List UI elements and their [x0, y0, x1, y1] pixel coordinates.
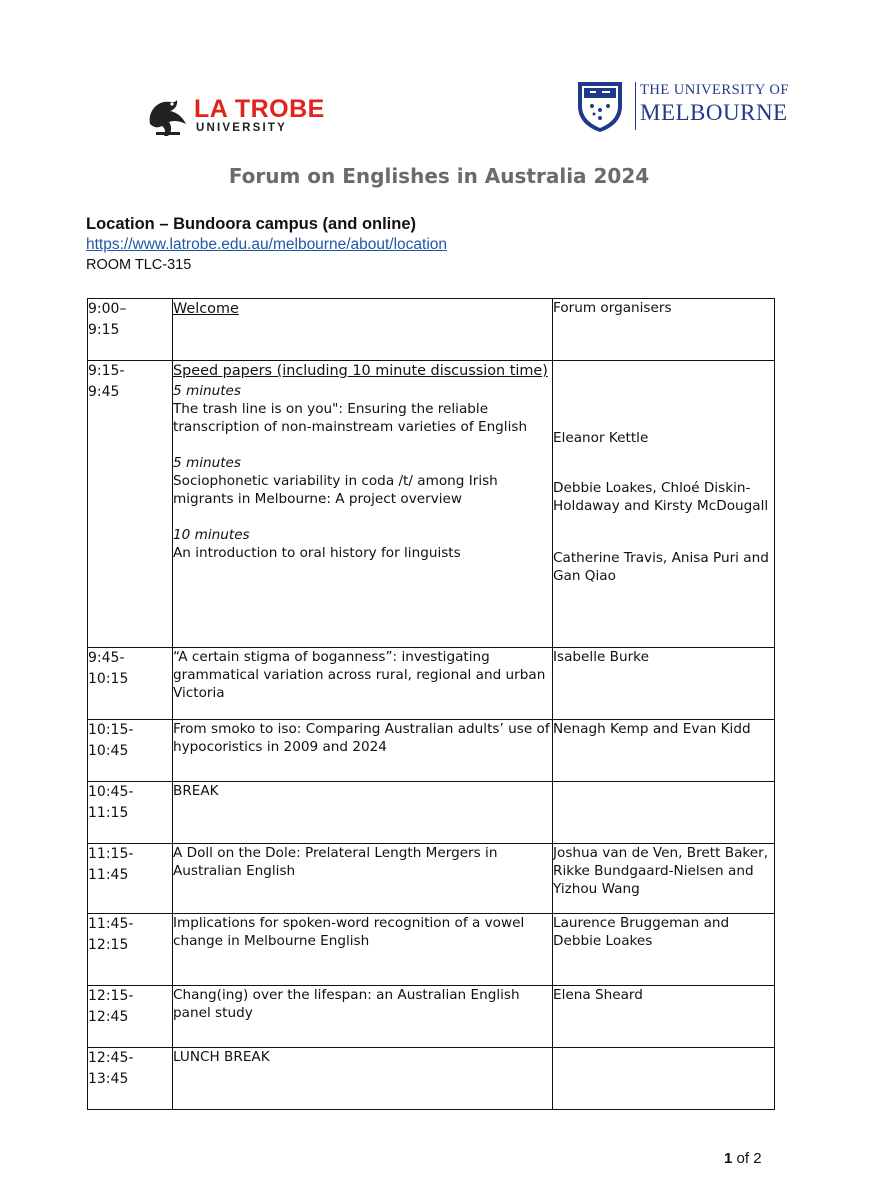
- schedule-row: [88, 299, 775, 361]
- time-cell: 10:15- 10:45: [88, 720, 173, 782]
- time-cell: 11:45- 12:15: [88, 914, 173, 986]
- presenters-cell: Nenagh Kemp and Evan Kidd: [553, 720, 775, 782]
- session-cell: Chang(ing) over the lifespan: an Australian English panel study: [173, 986, 553, 1048]
- presenters-cell: Elena Sheard: [553, 986, 775, 1048]
- document-title: Forum on Englishes in Australia 2024: [228, 164, 650, 188]
- schedule-row: [88, 720, 775, 782]
- presenter-name: Eleanor Kettle: [553, 430, 649, 446]
- schedule-row: [88, 844, 775, 914]
- location-heading: Location – Bundoora campus (and online): [86, 215, 417, 233]
- time-cell: 12:45- 13:45: [88, 1048, 173, 1110]
- page-current: 1: [724, 1150, 733, 1167]
- time-cell: 10:45- 11:15: [88, 782, 173, 844]
- presenters-cell: [553, 782, 775, 844]
- schedule-row: [88, 361, 775, 648]
- session-cell: “A certain stigma of boganness”: investigating grammatical variation across rural, regional and urban Victoria: [173, 648, 553, 720]
- melbourne-logo: [572, 78, 789, 136]
- lyrebird-icon: [144, 94, 190, 140]
- talk-duration: 5 minutes: [173, 455, 241, 471]
- room-label: ROOM TLC-315: [86, 257, 192, 273]
- location-link[interactable]: https://www.latrobe.edu.au/melbourne/about/location: [86, 236, 448, 253]
- presenters-cell: [553, 1048, 775, 1110]
- presenter-name: Catherine Travis, Anisa Puri and Gan Qiao: [553, 550, 769, 584]
- time-cell: 12:15- 12:45: [88, 986, 173, 1048]
- time-cell: 11:15- 11:45: [88, 844, 173, 914]
- session-cell: A Doll on the Dole: Prelateral Length Mergers in Australian English: [173, 844, 553, 914]
- talk-duration: 10 minutes: [173, 527, 250, 543]
- presenters-cell: [553, 361, 775, 648]
- session-cell: BREAK: [173, 782, 553, 844]
- talk-duration: 5 minutes: [173, 383, 241, 399]
- schedule-row: [88, 648, 775, 720]
- presenters-cell: Isabelle Burke: [553, 648, 775, 720]
- schedule-row: [88, 1048, 775, 1110]
- melbourne-line2: MELBOURNE: [640, 100, 788, 125]
- presenters-cell: Laurence Bruggeman and Debbie Loakes: [553, 914, 775, 986]
- latrobe-subtitle: UNIVERSITY: [196, 122, 288, 134]
- session-cell: [173, 299, 553, 361]
- time-cell: 9:45- 10:15: [88, 648, 173, 720]
- session-cell: [173, 361, 553, 648]
- presenters-cell: Joshua van de Ven, Brett Baker, Rikke Bundgaard-Nielsen and Yizhou Wang: [553, 844, 775, 914]
- session-cell: LUNCH BREAK: [173, 1048, 553, 1110]
- presenters-cell: Forum organisers: [553, 299, 775, 361]
- crest-icon: [572, 78, 628, 134]
- session-cell: From smoko to iso: Comparing Australian adults’ use of hypocoristics in 2009 and 2024: [173, 720, 553, 782]
- schedule-row: [88, 914, 775, 986]
- presenter-name: Debbie Loakes, Chloé Diskin-Holdaway and Kirsty McDougall: [553, 480, 769, 514]
- talk-title: An introduction to oral history for linguists: [173, 545, 461, 561]
- page-total: of 2: [736, 1150, 762, 1167]
- schedule-row: [88, 782, 775, 844]
- talk-title: Sociophonetic variability in coda /t/ among Irish migrants in Melbourne: A project overview: [173, 473, 498, 507]
- latrobe-name: LA TROBE: [194, 95, 325, 123]
- melbourne-line1: THE UNIVERSITY OF: [640, 82, 789, 98]
- talk-title: The trash line is on you": Ensuring the reliable transcription of non-mainstream varieties of English: [173, 401, 528, 435]
- latrobe-logo: [140, 92, 340, 144]
- time-cell: 9:00– 9:15: [88, 299, 173, 361]
- session-title: Welcome: [173, 301, 239, 317]
- session-cell: Implications for spoken-word recognition of a vowel change in Melbourne English: [173, 914, 553, 986]
- page-indicator: [724, 1150, 762, 1167]
- schedule-table: [87, 298, 775, 1110]
- session-title: Speed papers (including 10 minute discussion time): [173, 363, 548, 379]
- schedule-row: [88, 986, 775, 1048]
- logo-divider: [635, 82, 636, 130]
- time-cell: 9:15- 9:45: [88, 361, 173, 648]
